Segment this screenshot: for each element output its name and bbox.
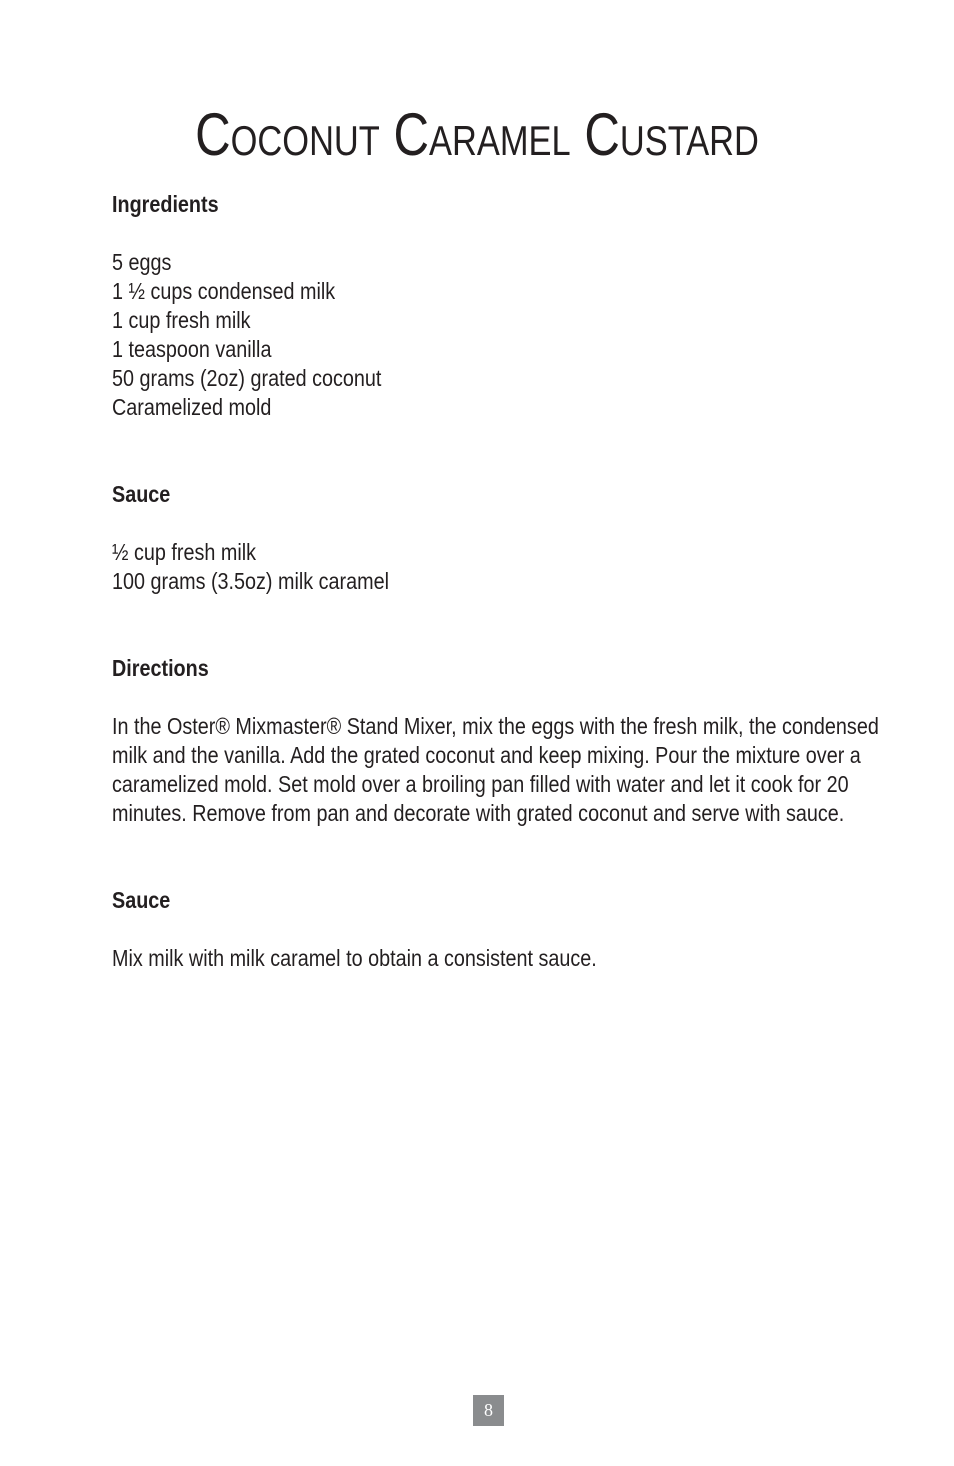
- ingredient-item: 1 ½ cups condensed milk: [112, 278, 336, 304]
- ingredients-list: [112, 248, 774, 422]
- recipe-content: [112, 190, 882, 973]
- sauce-ingredients-heading: Sauce: [112, 481, 171, 507]
- ingredient-item: 5 eggs: [112, 249, 172, 275]
- ingredient-item: 1 teaspoon vanilla: [112, 336, 272, 362]
- sauce-directions-text: Mix milk with milk caramel to obtain a consistent sauce.: [112, 945, 597, 971]
- directions-heading: Directions: [112, 655, 209, 681]
- ingredients-heading: Ingredients: [112, 191, 219, 217]
- sauce-ingredient-item: 100 grams (3.5oz) milk caramel: [112, 568, 390, 594]
- page-number: 8: [473, 1395, 504, 1426]
- sauce-ingredients-list: [112, 538, 774, 596]
- sauce-directions-heading: Sauce: [112, 887, 171, 913]
- page-title: Coconut Caramel Custard: [195, 101, 759, 168]
- ingredient-item: Caramelized mold: [112, 394, 272, 420]
- ingredient-item: 1 cup fresh milk: [112, 307, 251, 333]
- ingredient-item: 50 grams (2oz) grated coconut: [112, 365, 382, 391]
- directions-text: In the Oster® Mixmaster® Stand Mixer, mix the eggs with the fresh milk, the condensed milk and the vanilla. Add the grated coconut and keep mixing. Pour the mixture over a caramelized mold. Set mold over a broiling pan filled with water and let it cook for 20 minutes. Remove from pan and decorate with grated coconut and serve with sauce.: [112, 713, 879, 826]
- sauce-ingredient-item: ½ cup fresh milk: [112, 539, 257, 565]
